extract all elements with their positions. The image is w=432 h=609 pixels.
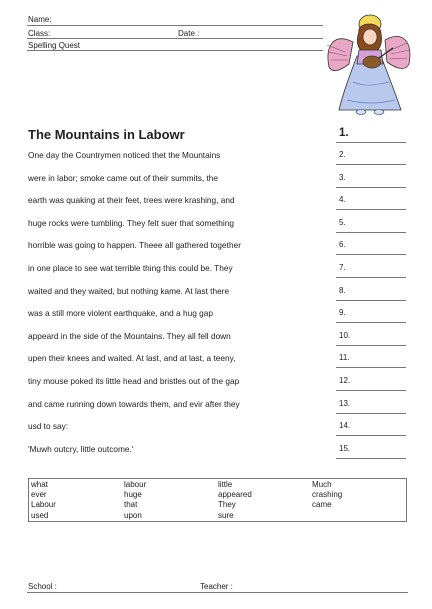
answer-number: 15. bbox=[339, 443, 351, 453]
answer-line[interactable] bbox=[336, 164, 406, 165]
answer-line[interactable] bbox=[336, 254, 406, 255]
word-bank-item: Labour bbox=[31, 500, 56, 510]
school-label: School : bbox=[28, 582, 57, 591]
answer-number: 6. bbox=[339, 240, 346, 250]
story-line: waited and they waited, but nothing kame. At last there bbox=[28, 285, 230, 296]
word-bank-item: huge bbox=[124, 490, 142, 500]
word-bank-item: crashing bbox=[312, 490, 343, 500]
word-bank bbox=[28, 478, 407, 522]
worksheet-title: Spelling Quest bbox=[28, 41, 81, 50]
word-bank-item: little bbox=[218, 480, 233, 489]
answer-number: 2. bbox=[339, 150, 346, 159]
answer-line[interactable] bbox=[336, 277, 406, 278]
story-line: horrible was going to happen. Theee all gathered together bbox=[28, 240, 241, 251]
answer-number: 8. bbox=[339, 285, 346, 295]
word-bank-item: They bbox=[218, 500, 236, 510]
date-label: Date : bbox=[178, 29, 200, 38]
answer-number: 1. bbox=[339, 127, 349, 139]
answer-line[interactable] bbox=[336, 435, 406, 436]
angel-icon bbox=[323, 12, 413, 118]
word-bank-item: labour bbox=[124, 480, 147, 489]
answer-number: 4. bbox=[339, 195, 346, 205]
answer-line[interactable] bbox=[336, 322, 406, 323]
word-bank-item: sure bbox=[218, 510, 234, 520]
answer-line[interactable] bbox=[336, 209, 406, 210]
story-title: The Mountains in Labowr bbox=[28, 127, 185, 142]
word-bank-item: came bbox=[312, 500, 332, 510]
story-line: and came running down towards them, and evir after they bbox=[28, 398, 240, 409]
answer-line[interactable] bbox=[336, 142, 406, 143]
answer-number: 13. bbox=[339, 398, 351, 408]
word-bank-item: what bbox=[31, 480, 48, 489]
answer-number: 14. bbox=[339, 421, 351, 431]
teacher-label: Teacher : bbox=[200, 582, 233, 591]
answer-number: 10. bbox=[339, 330, 351, 340]
story-line: huge rocks were tumbling. They felt suer that something bbox=[28, 217, 234, 228]
story-line: usd to say: bbox=[28, 421, 69, 432]
story-line: in one place to see wat terrible thing this could be. They bbox=[28, 263, 233, 273]
answer-line[interactable] bbox=[336, 413, 406, 414]
answer-line[interactable] bbox=[336, 300, 406, 301]
word-bank-item: appeared bbox=[218, 490, 252, 500]
answer-line[interactable] bbox=[336, 232, 406, 233]
word-bank-item: that bbox=[124, 500, 138, 510]
story-line: upen their knees and waited. At last, and at last, a teeny, bbox=[28, 353, 236, 364]
answer-line[interactable] bbox=[336, 458, 406, 459]
answer-line[interactable] bbox=[336, 345, 406, 346]
answer-number: 9. bbox=[339, 308, 346, 318]
answer-number: 12. bbox=[339, 376, 351, 385]
class-label: Class: bbox=[28, 29, 51, 38]
story-line: tiny mouse poked its little head and bristles out of the gap bbox=[28, 376, 240, 386]
story-line: was a still more violent earthquake, and a hug gap bbox=[28, 308, 213, 319]
answer-number: 3. bbox=[339, 172, 346, 182]
word-bank-item: upon bbox=[124, 510, 142, 520]
answer-line[interactable] bbox=[336, 187, 406, 188]
story-line: One day the Countrymen noticed thet the Mountains bbox=[28, 150, 221, 160]
answer-number: 5. bbox=[339, 217, 346, 227]
story-line: were in labor; smoke came out of their summits, the bbox=[28, 172, 218, 183]
word-bank-item: used bbox=[31, 510, 49, 520]
word-bank-item: Much bbox=[312, 480, 332, 489]
story-line: earth was quaking at their feet, trees were krashing, and bbox=[28, 195, 235, 206]
story-line: appeard in the side of the Mountains. They all fell down bbox=[28, 330, 231, 341]
worksheet-title-line bbox=[27, 50, 323, 51]
answer-line[interactable] bbox=[336, 367, 406, 368]
story-line: 'Muwh outcry, little outcome.' bbox=[28, 443, 134, 454]
word-bank-item: ever bbox=[31, 490, 47, 500]
class-date-line[interactable] bbox=[27, 38, 323, 39]
name-label: Name: bbox=[28, 15, 52, 24]
answer-number: 7. bbox=[339, 263, 346, 272]
name-line[interactable] bbox=[27, 25, 323, 26]
answer-line[interactable] bbox=[336, 390, 406, 391]
answer-number: 11. bbox=[339, 353, 350, 363]
teacher-line[interactable] bbox=[197, 592, 408, 593]
school-line[interactable] bbox=[27, 592, 207, 593]
